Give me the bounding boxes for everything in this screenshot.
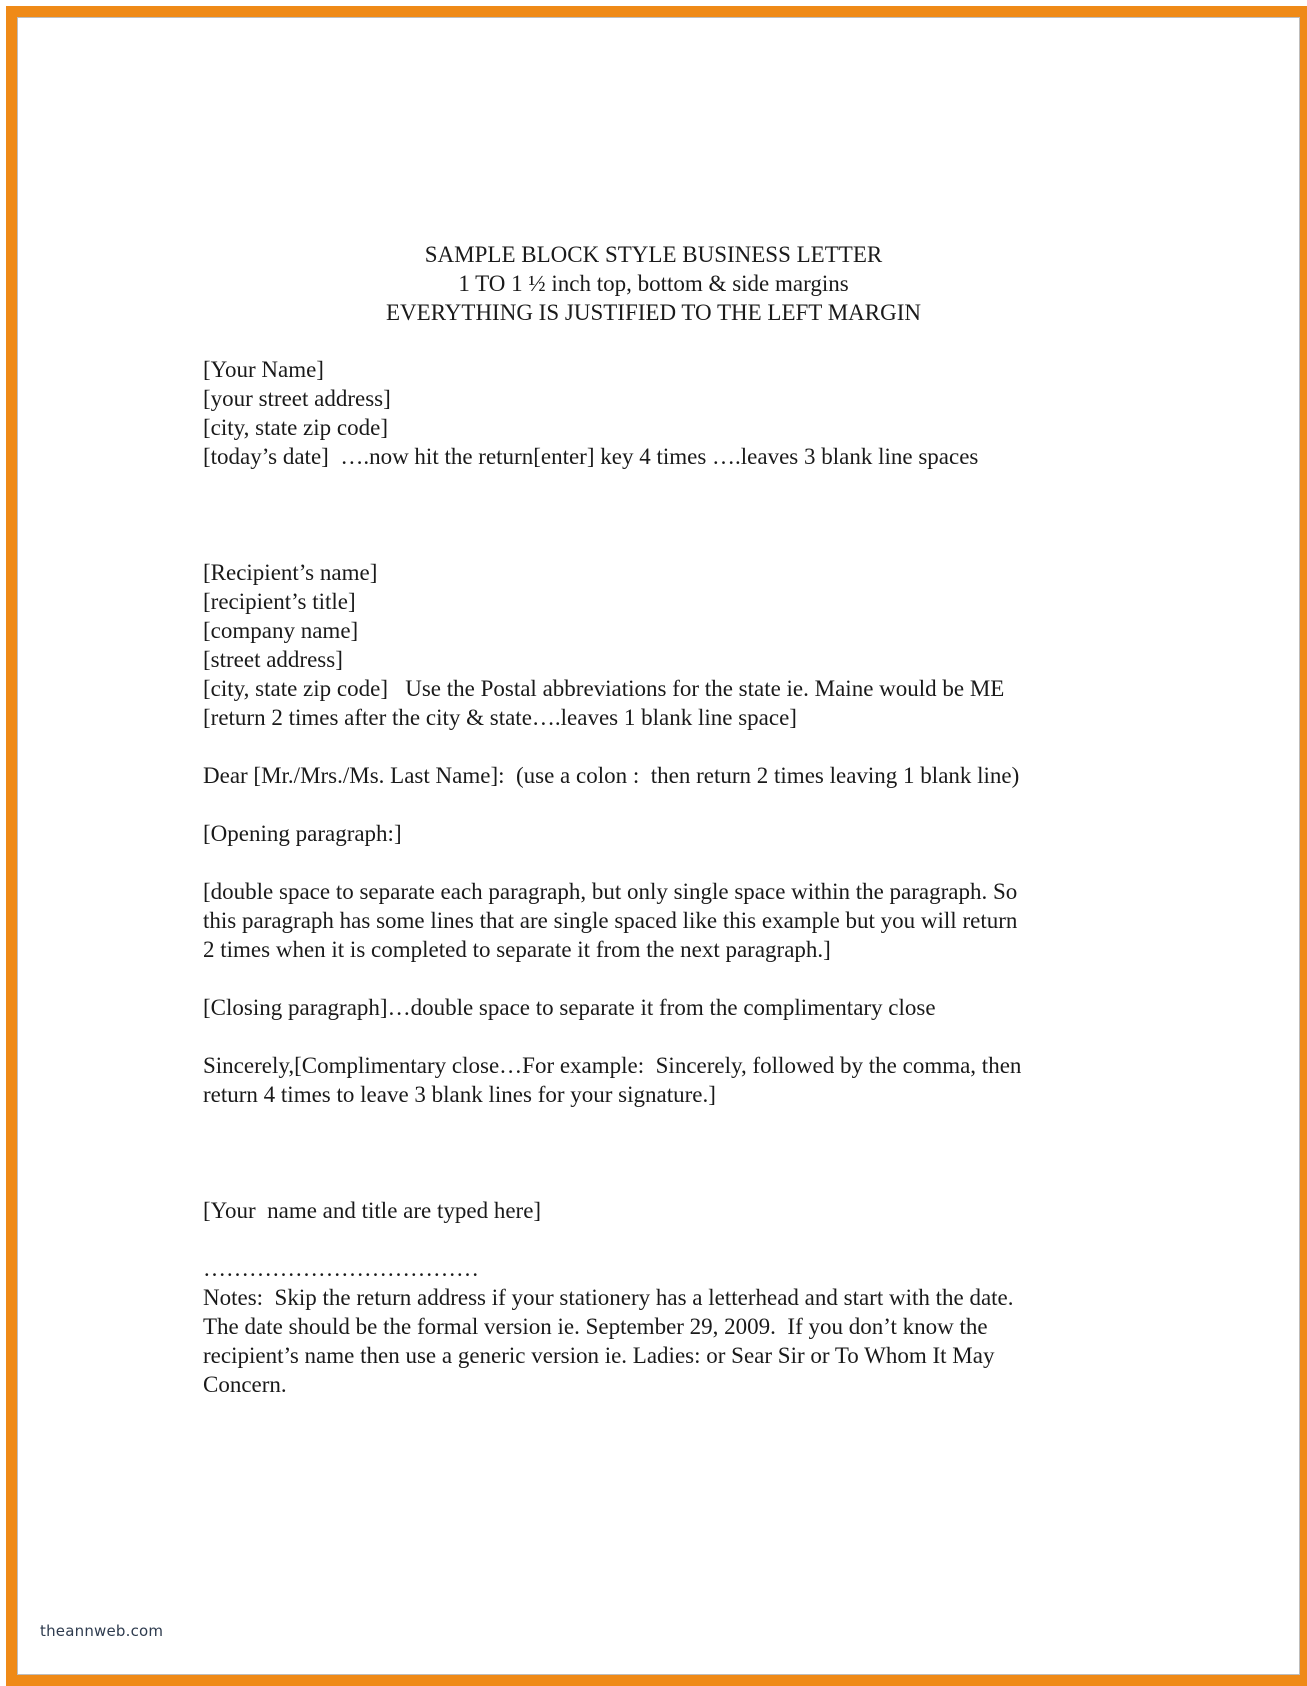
- salutation: Dear [Mr./Mrs./Ms. Last Name]: (use a colon : then return 2 times leaving 1 blank line): [203, 763, 1020, 788]
- header-margins: 1 TO 1 ½ inch top, bottom & side margins: [458, 271, 849, 296]
- sender-city: [city, state zip code]: [203, 415, 388, 440]
- recipient-street: [street address]: [203, 647, 343, 672]
- closing-paragraph: [Closing paragraph]…double space to separate it from the complimentary close: [203, 995, 936, 1020]
- body-paragraph-line: 2 times when it is completed to separate it from the next paragraph.]: [203, 937, 831, 962]
- sender-date: [today’s date] ….now hit the return[enter] key 4 times ….leaves 3 blank line spaces: [203, 444, 979, 469]
- header-title: SAMPLE BLOCK STYLE BUSINESS LETTER: [424, 242, 883, 267]
- sender-block: [203, 355, 1143, 471]
- body-paragraph-line: [double space to separate each paragraph, but only single space within the paragraph. So: [203, 879, 1018, 904]
- opening-paragraph: [Opening paragraph:]: [203, 821, 402, 846]
- letter-body: [203, 355, 1143, 1399]
- watermark-text: theannweb.com: [40, 1622, 164, 1640]
- header-justify: EVERYTHING IS JUSTIFIED TO THE LEFT MARGIN: [386, 300, 921, 325]
- body-paragraph: [203, 877, 1143, 964]
- complimentary-close: [203, 1051, 1143, 1109]
- signature-line: [Your name and title are typed here]: [203, 1198, 542, 1223]
- dotted-separator: ………………………………: [203, 1256, 479, 1281]
- body-paragraph-line: this paragraph has some lines that are single spaced like this example but you will return: [203, 908, 1018, 933]
- recipient-company: [company name]: [203, 618, 359, 643]
- recipient-title: [recipient’s title]: [203, 589, 356, 614]
- notes-block: [203, 1283, 1143, 1399]
- recipient-note: [return 2 times after the city & state….leaves 1 blank line space]: [203, 705, 797, 730]
- recipient-name: [Recipient’s name]: [203, 560, 378, 585]
- notes-line: Concern.: [203, 1372, 287, 1397]
- sender-name: [Your Name]: [203, 357, 324, 382]
- recipient-city: [city, state zip code] Use the Postal abbreviations for the state ie. Maine would be ME: [203, 676, 1005, 701]
- complimentary-close-line: return 4 times to leave 3 blank lines for your signature.]: [203, 1082, 716, 1107]
- letter-header: [0, 240, 1307, 327]
- recipient-block: [203, 558, 1143, 732]
- notes-line: recipient’s name then use a generic version ie. Ladies: or Sear Sir or To Whom It May: [203, 1343, 995, 1368]
- notes-line: Notes: Skip the return address if your stationery has a letterhead and start with the date.: [203, 1285, 1014, 1310]
- complimentary-close-line: Sincerely,[Complimentary close…For example: Sincerely, followed by the comma, then: [203, 1053, 1022, 1078]
- notes-line: The date should be the formal version ie. September 29, 2009. If you don’t know the: [203, 1314, 988, 1339]
- sender-street: [your street address]: [203, 386, 391, 411]
